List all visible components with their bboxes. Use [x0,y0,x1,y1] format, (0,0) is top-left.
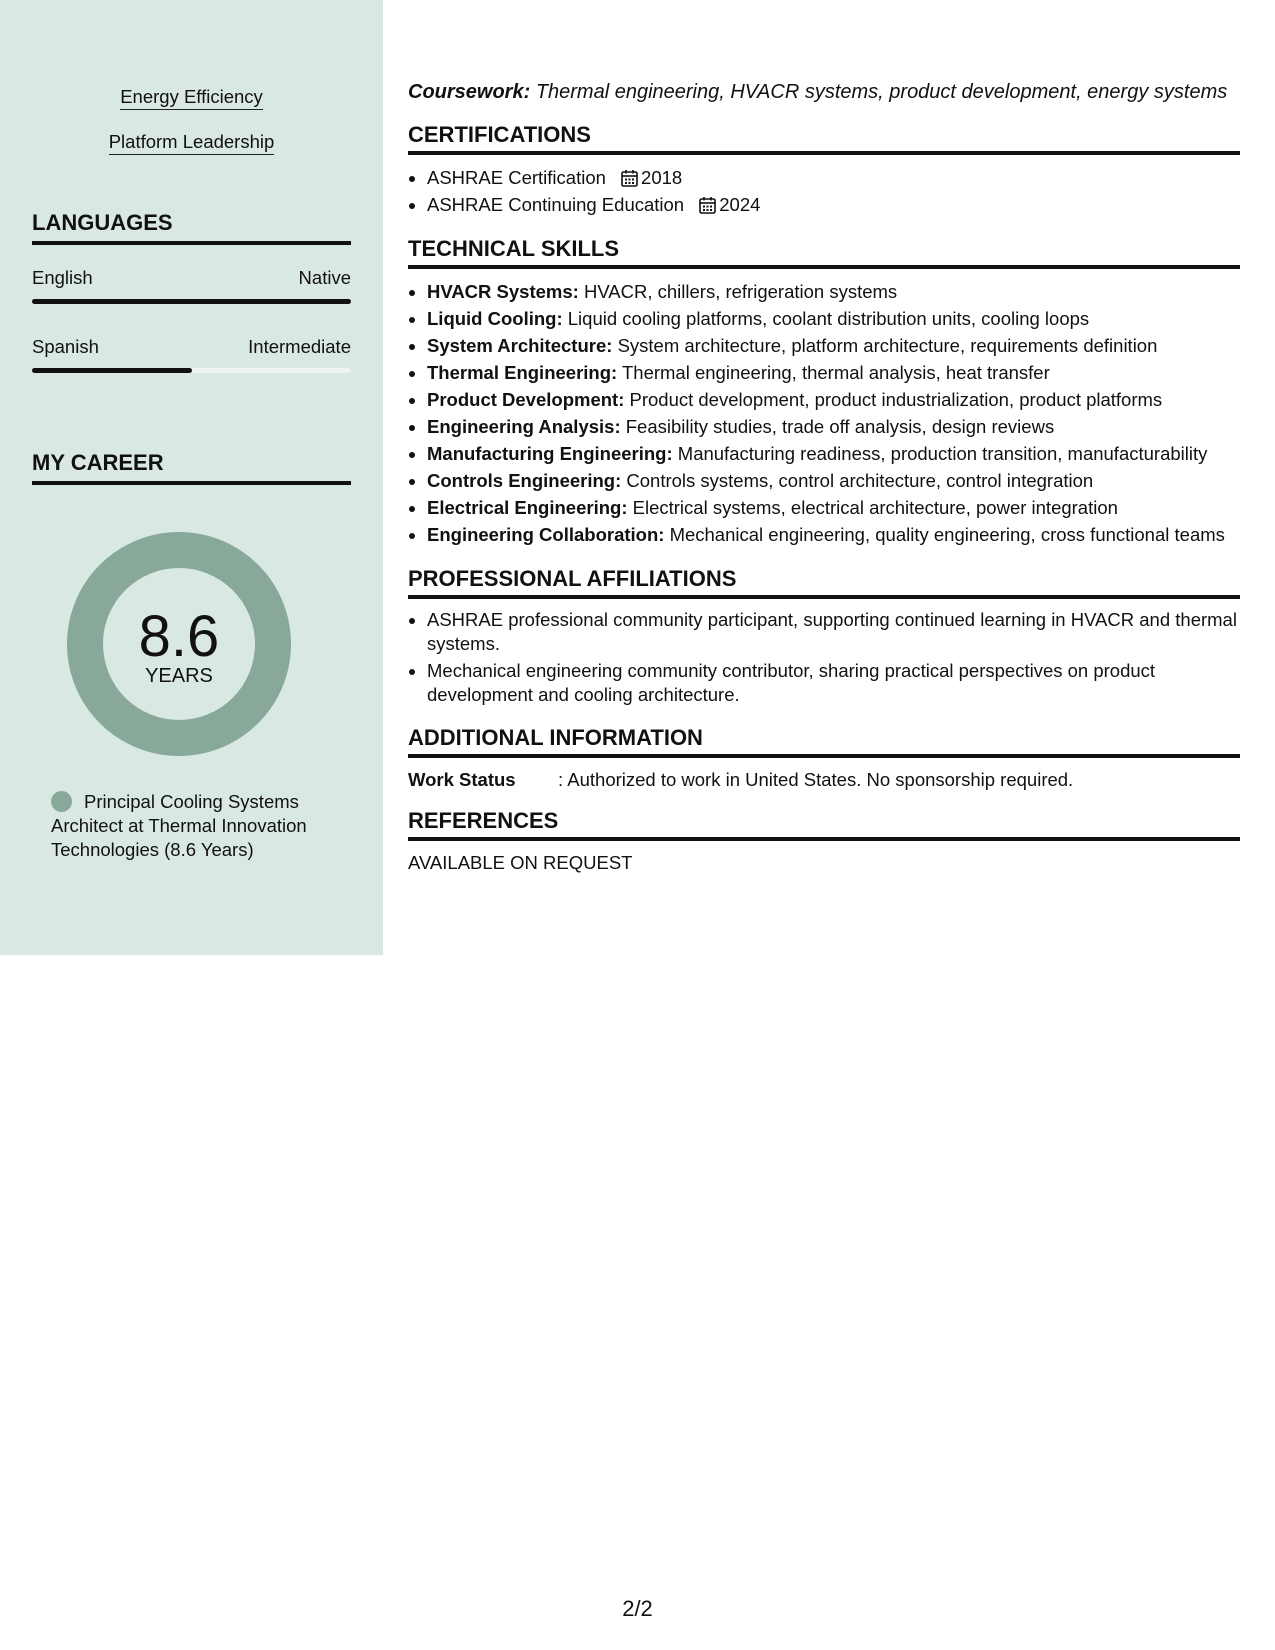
list-item [427,494,1240,521]
skill-text: Feasibility studies, trade off analysis, design reviews [625,416,1055,437]
work-status-value: : Authorized to work in United States. No sponsorship required. [558,769,1074,790]
skill-energy-efficiency[interactable]: Energy Efficiency [0,86,383,108]
list-item [427,278,1240,305]
skill-text: HVACR, chillers, refrigeration systems [583,281,898,302]
affiliations-list [408,608,1240,707]
career-heading: MY CAREER [32,450,351,485]
coursework-label: Coursework: [408,81,531,103]
skill-label: Electrical Engineering: [427,497,628,518]
skill-label: Manufacturing Engineering: [427,443,673,464]
certification-year: 2024 [719,194,761,215]
language-level: Intermediate [248,336,351,357]
coursework [408,78,1240,106]
skill-text: Controls systems, control architecture, control integration [626,470,1094,491]
list-item [427,467,1240,494]
list-item [427,305,1240,332]
languages-heading: LANGUAGES [32,210,351,245]
language-bar-spanish [32,368,351,373]
language-bar-fill [32,368,192,373]
career-dot-icon [51,791,72,812]
coursework-text: Thermal engineering, HVACR systems, product development, energy systems [535,81,1228,103]
skill-label: Engineering Collaboration: [427,524,665,545]
skill-text: Liquid cooling platforms, coolant distribution units, cooling loops [567,308,1090,329]
work-status-label: Work Status [408,769,516,790]
language-bar-fill [32,299,351,304]
language-spanish [32,336,351,358]
skill-label: Product Development: [427,389,625,410]
list-item [427,440,1240,467]
career-item-text: Principal Cooling Systems Architect at Thermal Innovation Technologies (8.6 Years) [51,791,307,860]
career-years-value: 8.6 [138,604,220,669]
list-item [427,191,1240,218]
certifications-list [408,164,1240,218]
skill-text: Mechanical engineering, quality engineering, cross functional teams [669,524,1225,545]
work-status-row [408,767,1240,793]
language-level: Native [298,267,351,288]
career-years-donut [67,532,291,756]
calendar-icon [699,196,716,214]
career-years-label: YEARS [145,665,213,687]
list-item: • Mechanical engineering community contributor, sharing practical perspectives on product development and cooling architecture. [427,659,1240,707]
skill-label: Thermal Engineering: [427,362,618,383]
main-content [408,78,1240,876]
affiliations-heading: PROFESSIONAL AFFILIATIONS [408,566,1240,599]
skill-text: Thermal engineering, thermal analysis, heat transfer [621,362,1050,383]
list-item [427,521,1240,548]
skill-label: HVACR Systems: [427,281,579,302]
skill-label: Liquid Cooling: [427,308,563,329]
skill-text: Electrical systems, electrical architecture, power integration [632,497,1118,518]
certification-name: ASHRAE Certification [427,167,606,188]
sidebar [0,0,383,955]
references-text: AVAILABLE ON REQUEST [408,852,633,873]
page-number: 2/2 [622,1596,653,1621]
skill-text: Manufacturing readiness, production transition, manufacturability [677,443,1208,464]
skill-label: Engineering Analysis: [427,416,621,437]
skill-text: System architecture, platform architecture, requirements definition [617,335,1158,356]
list-item [427,332,1240,359]
list-item [427,413,1240,440]
skill-platform-leadership[interactable]: Platform Leadership [0,131,383,153]
technical-skills-list [408,278,1240,548]
list-item [427,359,1240,386]
certification-name: ASHRAE Continuing Education [427,194,685,215]
calendar-icon [621,169,638,187]
additional-info-heading: ADDITIONAL INFORMATION [408,725,1240,758]
skill-label: Controls Engineering: [427,470,622,491]
references-heading: REFERENCES [408,808,1240,841]
list-item [427,386,1240,413]
language-name: Spanish [32,336,99,357]
language-english [32,267,351,289]
certifications-heading: CERTIFICATIONS [408,122,1240,155]
career-item [51,790,341,862]
certification-year: 2018 [641,167,683,188]
language-name: English [32,267,93,288]
language-bar-english [32,299,351,304]
skill-text: Product development, product industrialization, product platforms [629,389,1163,410]
list-item: • ASHRAE professional community participant, supporting continued learning in HVACR and thermal systems. [427,608,1240,656]
technical-skills-heading: TECHNICAL SKILLS [408,236,1240,269]
skill-label: System Architecture: [427,335,613,356]
list-item [427,164,1240,191]
